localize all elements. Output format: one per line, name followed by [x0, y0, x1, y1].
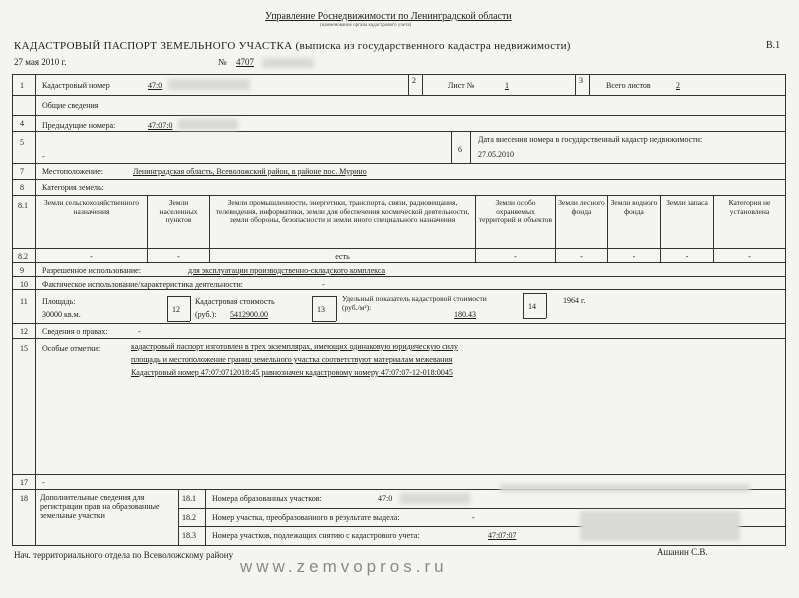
- sheet-label: Лист №: [448, 81, 475, 90]
- special-notes-line: Кадастровый номер 47:07:0712018:45 равнозначен кадастровому номеру 47:07:07-12-018:0045: [131, 368, 453, 377]
- row-number: 4: [20, 119, 24, 128]
- row-number: 18.2: [182, 513, 196, 522]
- land-category-header: Земли промышленности, энергетики, транспорта, связи, радиовещания, телевидения, информатики, земли для обеспечения космической деятельности, земли обороны, безопасности и земли иного специального назначения: [215, 198, 470, 224]
- removed-plots-value: 47:07:07: [488, 531, 517, 540]
- row-number: 8: [20, 183, 24, 192]
- row-number: 17: [20, 478, 28, 487]
- signatory-name: Ашанин С.В.: [657, 547, 708, 557]
- redacted-area: [168, 79, 250, 90]
- cadastral-value-amount: 5412900.00: [230, 310, 268, 319]
- redacted-area: [262, 58, 314, 68]
- entry-date-label: Дата внесения номера в государственный кадастр недвижимости:: [478, 135, 703, 144]
- area-label: Площадь:: [42, 297, 76, 306]
- row-number: 3: [579, 76, 583, 85]
- land-category-value: -: [580, 252, 583, 261]
- land-category-header: Земли особо охраняемых территорий и объектов: [478, 198, 553, 224]
- land-category-header: Земли населенных пунктов: [159, 198, 198, 224]
- location-value: Ленинградская область, Всеволожский район, в районе пос. Мурино: [133, 167, 367, 176]
- land-category-value: -: [748, 252, 751, 261]
- cadastral-number-value: 47:0: [148, 81, 163, 90]
- special-notes-line: площадь и местоположение границ земельного участка соответствуют материалам межевания: [131, 355, 453, 364]
- cadastral-value-label: Кадастровая стоимость: [195, 297, 275, 306]
- land-category-header: Земли лесного фонда: [558, 198, 605, 216]
- agency-subtitle: (наименование органа кадастрового учета): [320, 23, 412, 28]
- signature-position: Нач. территориального отдела по Всеволожскому району: [14, 550, 234, 560]
- redacted-area: [500, 484, 750, 492]
- row-number: 11: [20, 297, 28, 306]
- row5-value: -: [42, 152, 45, 161]
- number-sign: №: [218, 57, 227, 67]
- row-number: 7: [20, 167, 24, 176]
- agency-name: Управление Роснедвижимости по Ленинградской области: [265, 11, 512, 22]
- special-notes-line: кадастровый паспорт изготовлен в трех экземплярах, имеющих одинаковую юридическую силу: [131, 342, 458, 351]
- actual-use-label: Фактическое использование/характеристика деятельности:: [42, 280, 243, 289]
- row-number: 10: [20, 280, 28, 289]
- formed-plots-value: 47:0: [378, 494, 393, 503]
- land-category-value: -: [90, 252, 93, 261]
- land-category-label: Категория земель:: [42, 183, 104, 192]
- cadastral-number-label: Кадастровый номер: [42, 81, 110, 90]
- transformed-plot-value: -: [472, 513, 475, 522]
- row-number: 8.1: [18, 201, 28, 210]
- land-category-header: Земли сельскохозяйственного назначения: [43, 198, 140, 216]
- watermark: www.zemvopros.ru: [240, 557, 448, 576]
- row-number: 14: [528, 302, 536, 311]
- special-notes-label: Особые отметки:: [42, 344, 101, 353]
- row-number: 6: [458, 145, 462, 154]
- specific-value-amount: 180.43: [454, 310, 476, 319]
- land-category-header: Категория не установлена: [728, 198, 771, 216]
- permitted-use-label: Разрешенное использование:: [42, 266, 141, 275]
- document-number: 4707: [236, 57, 254, 67]
- specific-value-label: Удельный показатель кадастровой стоимости (руб./м²):: [342, 294, 487, 312]
- row-number: 15: [20, 344, 28, 353]
- land-category-value: -: [632, 252, 636, 261]
- row-number: 8.2: [18, 252, 28, 261]
- redacted-area: [400, 493, 470, 504]
- cadastral-value-unit: (руб.):: [195, 310, 217, 319]
- actual-use-value: -: [322, 280, 325, 289]
- total-sheets-label: Всего листов: [606, 81, 651, 90]
- issue-date: 27 мая 2010 г.: [14, 57, 67, 67]
- area-value: 30000 кв.м.: [42, 310, 81, 319]
- redacted-area: [178, 119, 238, 130]
- land-category-value: -: [177, 252, 180, 261]
- row17-value: -: [42, 478, 45, 487]
- land-category-header: Земли водного фонда: [610, 198, 658, 216]
- removed-plots-label: Номера участков, подлежащих снятию с кадастрового учета:: [212, 531, 420, 540]
- row-number: 5: [20, 138, 24, 147]
- section-general: Общие сведения: [42, 101, 99, 110]
- row-number: 1: [20, 81, 24, 90]
- row-number: 13: [317, 305, 325, 314]
- land-category-value: -: [685, 252, 689, 261]
- form-code: В.1: [766, 40, 781, 51]
- permitted-use-value: для эксплуатации производственно-складского комплекса: [188, 266, 386, 275]
- additional-info-label: Дополнительные сведения для регистрации прав на образованные земельные участки: [40, 493, 160, 520]
- land-category-value: -: [514, 252, 517, 261]
- land-category-header: Земли запаса: [666, 198, 708, 207]
- location-label: Местоположение:: [42, 167, 103, 176]
- row-number: 12: [172, 305, 180, 314]
- document-title: КАДАСТРОВЫЙ ПАСПОРТ ЗЕМЕЛЬНОГО УЧАСТКА (выписка из государственного кадастра недвижимости): [14, 40, 571, 52]
- previous-numbers-label: Предыдущие номера:: [42, 121, 116, 130]
- rights-label: Сведения о правах:: [42, 327, 108, 336]
- sheet-value: 1: [505, 81, 509, 90]
- row-number: 18.3: [182, 531, 196, 540]
- previous-numbers-value: 47:07:0: [148, 121, 173, 130]
- transformed-plot-label: Номер участка, преобразованного в результате выдела:: [212, 513, 400, 522]
- row-number: 2: [412, 76, 416, 85]
- year-value: 1964 г.: [563, 296, 586, 305]
- redacted-area: [580, 511, 740, 541]
- entry-date-value: 27.05.2010: [478, 150, 514, 159]
- row-number: 18: [20, 494, 28, 503]
- formed-plots-label: Номера образованных участков:: [212, 494, 322, 503]
- row-number: 18.1: [182, 494, 196, 503]
- land-category-value: есть: [335, 252, 350, 261]
- row-number: 9: [20, 266, 24, 275]
- total-sheets-value: 2: [676, 81, 680, 90]
- row-number: 12: [20, 327, 28, 336]
- rights-value: -: [138, 327, 141, 336]
